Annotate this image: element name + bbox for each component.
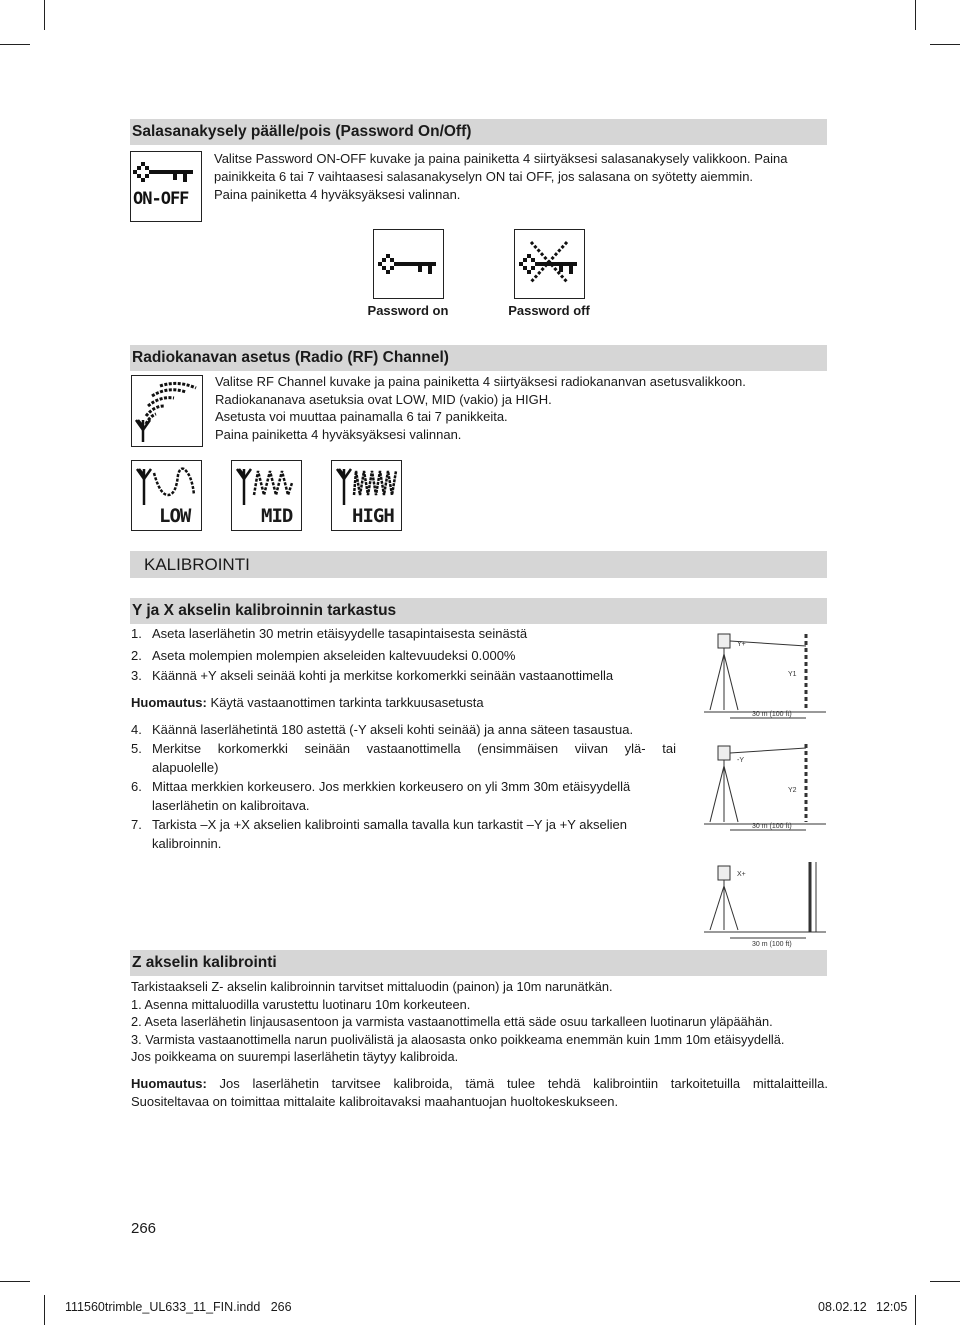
on-off-icon-text: ON-OFF — [133, 189, 189, 209]
channel-high-icon — [331, 460, 402, 531]
calibration-diagram-1 — [700, 628, 830, 723]
key-crossed-icon — [515, 230, 583, 297]
crop-mark — [930, 1281, 960, 1282]
subheading-yx-calibration: Y ja X akselin kalibroinnin tarkastus — [130, 598, 827, 624]
radio-waves-icon — [132, 376, 201, 445]
crop-mark — [44, 1295, 45, 1325]
footer-time: 12:05 — [876, 1300, 908, 1314]
crop-mark — [915, 0, 916, 30]
crop-mark — [930, 44, 960, 45]
footer-file: 111560trimble_UL633_11_FIN.indd 266 — [65, 1300, 292, 1314]
section-heading-password: Salasanakysely päälle/pois (Password On/Off) — [130, 119, 827, 145]
diagram-axis-label: Y+ — [737, 641, 746, 648]
diagram-distance-label: 30 m (100 ft) — [752, 823, 792, 830]
diagram-axis-label: X+ — [737, 871, 746, 878]
password-on-label: Password on — [367, 303, 449, 318]
password-off-icon — [514, 229, 585, 299]
calibration-diagram-3 — [700, 858, 830, 950]
password-paragraph: Valitse Password ON-OFF kuvake ja paina painiketta 4 siirtyäksesi salasanakysely valikkoon. Paina painikkeita 6 tai 7 vaihtaasesi salasanakyselyn ON tai OFF, jos salasana on syötetty aiemmin. Paina painiketta 4 hyväksyäksesi valinnan. — [214, 151, 788, 202]
crop-mark — [915, 1295, 916, 1325]
rf-channel-icon — [131, 375, 203, 447]
diagram-axis-label: -Y — [737, 757, 744, 764]
diagram-mark-label: Y2 — [788, 787, 797, 794]
crop-mark — [0, 44, 30, 45]
calibration-note: Huomautus: Käytä vastaanottimen tarkinta tarkkuusasetusta — [131, 695, 484, 710]
diagram-distance-label: 30 m (100 ft) — [752, 941, 792, 948]
key-icon — [131, 152, 200, 220]
channel-low-icon — [131, 460, 202, 531]
z-calibration-paragraph: Tarkistaakseli Z- akselin kalibroinnin tarvitset mittaluodin (painon) ja 10m narunätkän. 1. Asenna mittaluodilla varustettu luotinaru 10m korkeuteen. 2. Aseta laserlähetin linjausasentoon ja varmista vastaanottimella että säde osuu tarkalleen luotinarun yläpäähän. 3. Varmista vastaanottimella narun puolivälistä ja alaosasta onko poikkeama enemmän kuin 1mm 10m etäisyydellä. Jos poikkeama on suurempi laserlähetin täytyy kalibroida. — [131, 979, 785, 1064]
footer-date: 08.02.12 — [818, 1300, 867, 1314]
key-icon — [374, 230, 442, 297]
password-on-icon — [373, 229, 444, 299]
section-heading-kalibrointi: KALIBROINTI — [130, 551, 827, 578]
calibration-diagram-2 — [700, 740, 830, 835]
channel-mid-label: MID — [261, 505, 293, 527]
subheading-z-calibration: Z akselin kalibrointi — [130, 950, 827, 976]
diagram-distance-label: 30 m (100 ft) — [752, 711, 792, 718]
password-on-off-icon — [130, 151, 202, 222]
z-calibration-note: Huomautus: Jos laserlähetin tarvitsee kalibroida, tämä tulee tehdä kalibrointiin tarkoitetuilla mittalaitteilla. Suositeltavaa on toimittaa mittalaite kalibroitavaksi maahantuojan huoltokeskukseen. — [131, 1076, 828, 1109]
page-number: 266 — [131, 1220, 157, 1237]
diagram-mark-label: Y1 — [788, 671, 797, 678]
channel-low-label: LOW — [159, 505, 191, 527]
channel-mid-icon — [231, 460, 302, 531]
crop-mark — [44, 0, 45, 30]
channel-high-label: HIGH — [352, 505, 394, 527]
radio-paragraph: Valitse RF Channel kuvake ja paina painiketta 4 siirtyäksesi radiokananvan asetusvalikkoon. Radiokananava asetuksia ovat LOW, MID (vakio) ja HIGH. Asetusta voi muuttaa painamalla 6 tai 7 panikkeita. Paina painiketta 4 hyväksyäksesi valinnan. — [215, 374, 746, 442]
password-off-label: Password off — [508, 303, 590, 318]
section-heading-radio: Radiokanavan asetus (Radio (RF) Channel) — [130, 345, 827, 371]
crop-mark — [0, 1281, 30, 1282]
